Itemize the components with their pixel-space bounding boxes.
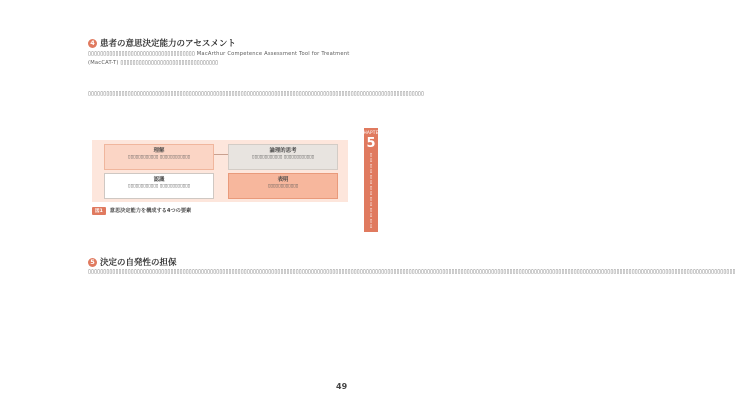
chapter-tab-title: ▯▯▯▯▯▯▯▯▯▯▯▯▯▯ [368,153,374,230]
chapter-tab [360,128,382,232]
figure-box-body: ▯▯▯▯▯▯▯▯▯▯▯▯ ▯▯▯▯▯▯▯▯▯▯▯▯ [251,155,315,161]
figure-box-body: ▯▯▯▯▯▯▯▯▯▯▯▯ [267,184,299,190]
figure-box-body: ▯▯▯▯▯▯▯▯▯▯▯▯ ▯▯▯▯▯▯▯▯▯▯▯▯ [127,184,191,190]
body-paragraph: ▯▯▯▯▯▯▯▯▯▯▯▯▯▯▯▯▯▯▯▯▯▯▯▯▯▯▯▯▯▯▯▯▯▯▯▯▯▯▯▯▯▯▯▯▯▯▯▯▯▯▯▯▯▯▯▯▯▯▯▯▯▯▯▯▯▯▯▯▯▯▯▯▯▯▯▯▯▯▯▯▯▯▯▯▯▯▯▯▯▯▯▯▯▯▯▯▯▯▯▯▯▯▯▯▯▯▯▯▯▯ [88,91,425,97]
figure-box-understanding [104,144,214,170]
figure-decision-capacity [92,140,348,202]
figure-caption-text: 意思決定能力を構成する4つの要素 [109,208,192,214]
chapter-tab-number: 5 [366,136,376,151]
section-heading-assessment [88,37,236,49]
figure-caption [92,206,191,215]
figure-box-title: 認識 [153,177,165,183]
figure-box-title: 表明 [277,177,289,183]
figure-box-title: 論理的思考 [269,148,297,154]
figure-box-appreciation [104,173,214,199]
section-number-badge: 5 [88,258,97,267]
figure-box-title: 理解 [153,148,165,154]
figure-caption-tag: 図1 [92,207,106,215]
figure-box-expression [228,173,338,199]
body-paragraph: ▯▯▯▯▯▯▯▯▯▯▯▯▯▯▯▯▯▯▯▯▯▯▯▯▯▯▯▯▯▯▯▯▯▯▯▯▯▯▯▯▯▯▯▯▯▯▯▯▯▯▯▯▯▯▯▯▯▯▯▯▯▯▯▯▯▯▯▯▯▯▯▯▯▯▯▯▯▯▯▯▯▯▯▯▯▯▯▯▯▯▯▯▯▯▯▯▯▯▯▯▯▯▯▯▯▯▯▯▯▯▯▯▯▯▯▯▯▯▯▯▯▯▯▯▯▯▯▯▯▯▯▯▯▯▯▯▯▯▯▯▯▯▯▯▯▯▯▯▯▯▯▯▯▯▯▯▯▯▯▯▯▯▯▯▯▯▯▯▯▯▯▯▯▯▯▯▯▯▯▯▯▯▯▯▯▯▯▯▯▯▯▯▯▯▯▯▯▯▯▯▯▯▯▯▯▯▯▯▯▯▯▯ [88,269,736,275]
section-title: 決定の自発性の担保 [100,258,177,268]
section-heading-voluntariness [88,256,177,268]
body-paragraph: ▯▯▯▯▯▯▯▯▯▯▯▯▯▯▯▯▯▯▯▯▯▯▯▯▯▯▯▯▯▯▯▯▯▯▯ MacArthur Competence Assessment Tool for Treatment (MacCAT-T) ▯▯▯▯▯▯▯▯▯▯▯▯▯▯▯▯▯▯▯▯▯▯▯▯▯▯▯▯▯▯▯▯ [88,51,352,66]
page-number: 49 [336,382,348,391]
section-number-badge: 4 [88,39,97,48]
section-title: 患者の意思決定能力のアセスメント [100,39,236,49]
figure-box-body: ▯▯▯▯▯▯▯▯▯▯▯▯ ▯▯▯▯▯▯▯▯▯▯▯▯ [127,155,191,161]
figure-connector-line [214,154,228,155]
chapter-tab-label: CHAPTER [360,131,382,136]
figure-box-reasoning [228,144,338,170]
